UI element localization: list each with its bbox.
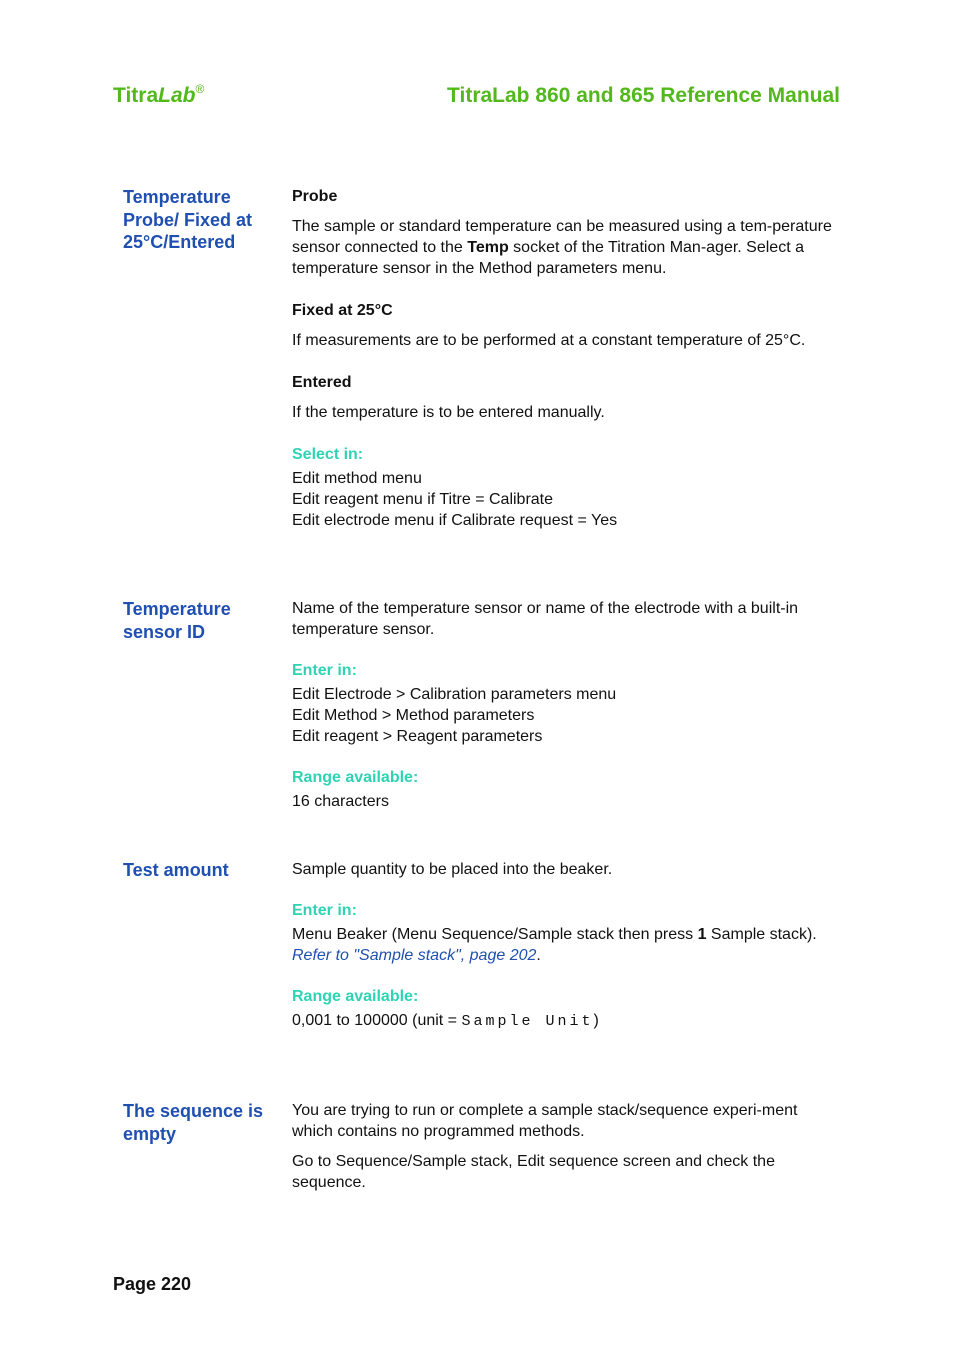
- term-test-amount: Test amount: [123, 860, 229, 880]
- section-test-amount: [292, 859, 842, 1032]
- section-sequence-empty: [292, 1100, 842, 1193]
- subheading-probe: Probe: [292, 188, 338, 205]
- enter-text-2: Sample stack).: [706, 926, 817, 943]
- test-amount-description: Sample quantity to be placed into the beaker.: [292, 861, 613, 878]
- section-temperature-sensor-id: [292, 598, 842, 812]
- enter-text-1: Menu Beaker (Menu Sequence/Sample stack then press: [292, 926, 698, 943]
- probe-description: [292, 216, 842, 279]
- sequence-empty-text-1: You are trying to run or complete a sample stack/sequence experi-ment which contains no programmed methods.: [292, 1102, 798, 1140]
- enter-text-bold: 1: [697, 926, 707, 943]
- enter-in-text: [292, 924, 842, 945]
- select-item: Edit method menu: [292, 470, 422, 487]
- fixed-description: If measurements are to be performed at a constant temperature of 25°C.: [292, 332, 806, 349]
- manual-title: TitraLab 860 and 865 Reference Manual: [447, 84, 840, 107]
- range-value: [292, 1010, 842, 1032]
- range-text-1: 0,001 to 100000 (unit =: [292, 1012, 462, 1029]
- range-value: 16 characters: [292, 793, 389, 810]
- entered-description: If the temperature is to be entered manually.: [292, 404, 605, 421]
- brand-suffix: Lab: [158, 84, 196, 107]
- term-sequence-empty: The sequence is empty: [123, 1101, 264, 1144]
- range-available-label: Range available:: [292, 988, 419, 1005]
- enter-item: Edit Electrode > Calibration parameters menu: [292, 686, 617, 703]
- brand-logo: [113, 84, 204, 108]
- range-text-2: ): [593, 1012, 599, 1029]
- brand-registered-mark: ®: [195, 82, 205, 96]
- term-temperature-probe: Temperature Probe/ Fixed at 25°C/Entered: [123, 187, 253, 252]
- range-available-label: Range available:: [292, 769, 419, 786]
- probe-text-bold: Temp: [467, 239, 509, 256]
- section-temperature-probe: [292, 186, 842, 531]
- sequence-empty-text-2: Go to Sequence/Sample stack, Edit sequence screen and check the sequence.: [292, 1153, 775, 1191]
- probe-text-1: The sample or standard temperature can be measured using a tem-perature sensor connected to the: [292, 218, 832, 256]
- sensor-description: Name of the temperature sensor or name of the electrode with a built-in temperature sensor.: [292, 600, 799, 638]
- enter-item: Edit Method > Method parameters: [292, 707, 535, 724]
- select-in-label: Select in:: [292, 446, 364, 463]
- select-item: Edit reagent menu if Titre = Calibrate: [292, 491, 554, 508]
- reference-line: [292, 945, 842, 966]
- enter-item: Edit reagent > Reagent parameters: [292, 728, 543, 745]
- enter-in-label: Enter in:: [292, 902, 357, 919]
- enter-in-label: Enter in:: [292, 662, 357, 679]
- probe-text-2: socket of the Titration Man-ager. Select a temperature sensor in the Method parameters menu.: [292, 239, 804, 277]
- subheading-fixed: Fixed at 25°C: [292, 302, 393, 319]
- term-temperature-sensor-id: Temperature sensor ID: [123, 599, 231, 642]
- subheading-entered: Entered: [292, 374, 352, 391]
- ref-period: .: [536, 947, 541, 964]
- brand-prefix: Titra: [113, 84, 159, 107]
- range-unit-mono: Sample Unit: [461, 1013, 594, 1030]
- select-item: Edit electrode menu if Calibrate request = Yes: [292, 512, 618, 529]
- page-number: Page 220: [113, 1274, 192, 1294]
- sample-stack-reference-link[interactable]: Refer to "Sample stack", page 202: [292, 947, 537, 964]
